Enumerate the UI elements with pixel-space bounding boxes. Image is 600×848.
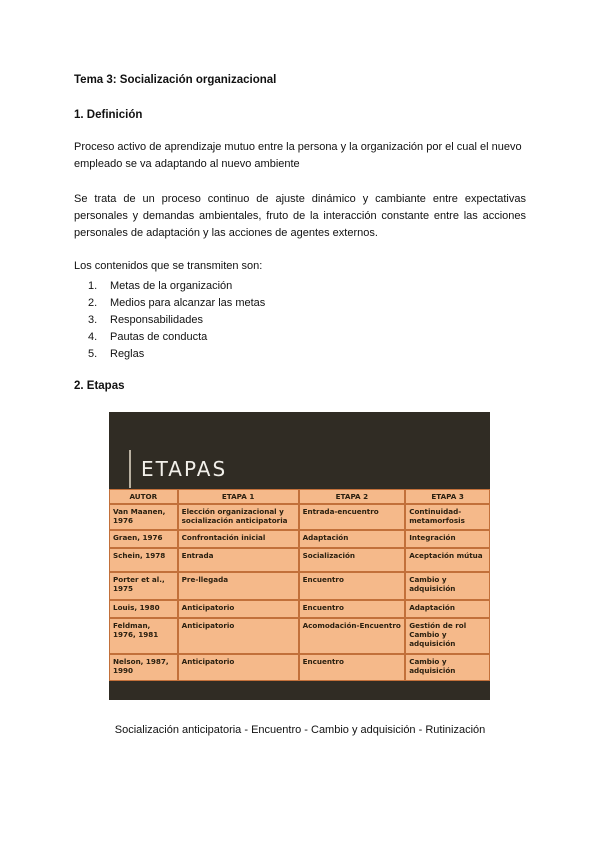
header-etapa-1: ETAPA 1 [178,489,299,504]
stages-caption: Socialización anticipatoria - Encuentro - Cambio y adquisición - Rutinización [114,724,486,736]
slide-accent-bar [129,450,131,488]
table-cell: Entrada-encuentro [299,504,406,530]
list-item [88,312,265,329]
list-number: 1. [88,280,98,292]
table-cell: Encuentro [299,600,406,618]
header-autor: AUTOR [109,489,178,504]
table-cell: Elección organizacional y socialización anticipatoria [178,504,299,530]
table-cell: Encuentro [299,654,406,681]
table-cell: Louis, 1980 [109,600,178,618]
table-cell: Integración [405,530,490,548]
document-title: Tema 3: Socialización organizacional [74,74,277,86]
table-row [109,548,490,572]
list-number: 3. [88,314,98,326]
header-etapa-3: ETAPA 3 [405,489,490,504]
table-cell: Schein, 1978 [109,548,178,572]
table-row [109,504,490,530]
table-cell: Continuidad-metamorfosis [405,504,490,530]
header-etapa-2: ETAPA 2 [299,489,406,504]
contents-list [88,278,265,363]
table-cell: Gestión de rol Cambio y adquisición [405,618,490,654]
list-text: Responsabilidades [110,314,203,326]
table-cell: Feldman, 1976, 1981 [109,618,178,654]
etapas-slide-image [109,412,490,700]
table-row [109,530,490,548]
contents-intro: Los contenidos que se transmiten son: [74,260,263,272]
table-cell: Cambio y adquisición [405,654,490,681]
list-text: Pautas de conducta [110,331,208,343]
list-text: Reglas [110,348,145,360]
table-cell: Cambio y adquisición [405,572,490,600]
table-row [109,600,490,618]
list-number: 5. [88,348,98,360]
table-cell: Encuentro [299,572,406,600]
list-number: 2. [88,297,98,309]
list-item [88,346,265,363]
table-cell: Graen, 1976 [109,530,178,548]
list-item [88,278,265,295]
table-cell: Aceptación mútua [405,548,490,572]
table-cell: Adaptación [405,600,490,618]
table-row [109,572,490,600]
list-item [88,329,265,346]
table-cell: Socialización [299,548,406,572]
table-cell: Anticipatorio [178,618,299,654]
table-cell: Acomodación-Encuentro [299,618,406,654]
table-cell: Nelson, 1987, 1990 [109,654,178,681]
table-cell: Anticipatorio [178,600,299,618]
table-cell: Porter et al., 1975 [109,572,178,600]
table-cell: Confrontación inicial [178,530,299,548]
table-row [109,618,490,654]
definition-paragraph: Proceso activo de aprendizaje mutuo entre la persona y la organización por el cual el nuevo empleado se va adaptando al nuevo ambiente [74,141,522,170]
list-number: 4. [88,331,98,343]
table-cell: Anticipatorio [178,654,299,681]
etapas-table [109,489,490,681]
table-cell: Pre-llegada [178,572,299,600]
table-cell: Entrada [178,548,299,572]
table-cell: Adaptación [299,530,406,548]
section-heading-definicion: 1. Definición [74,109,143,121]
slide-title: ETAPAS [141,457,228,481]
list-text: Medios para alcanzar las metas [110,297,266,309]
table-row [109,654,490,681]
list-text: Metas de la organización [110,280,233,292]
table-header-row [109,489,490,504]
list-item [88,295,265,312]
section-heading-etapas: 2. Etapas [74,380,125,392]
explanation-paragraph: Se trata de un proceso continuo de ajuste dinámico y cambiante entre expectativas personales y demandas ambientales, fruto de la interacción constante entre las acciones personales de adaptación y las acciones de agentes externos. [74,193,526,239]
table-cell: Van Maanen, 1976 [109,504,178,530]
